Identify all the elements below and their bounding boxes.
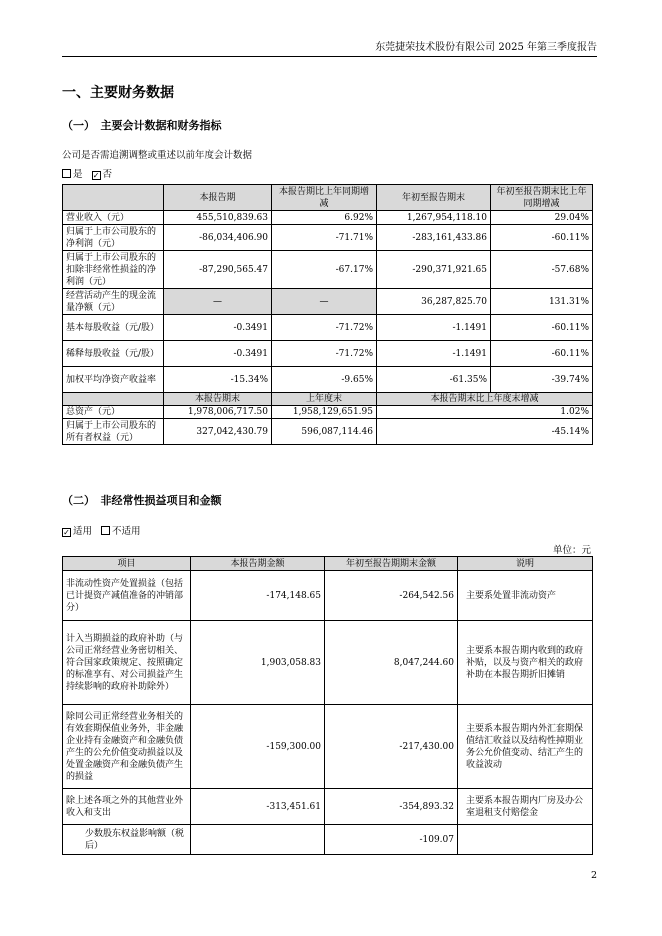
description-cell: 主要系本报告期内外汇套期保值结汇收益以及结构性掉期业务公允价值变动、结汇产生的收益波动 [458, 705, 593, 789]
data-cell: 131.31% [491, 289, 593, 315]
unchecked-box-icon [62, 169, 71, 178]
row-label: 非流动性资产处置损益（包括已计提资产减值准备的冲销部分） [63, 571, 191, 621]
header-item: 项目 [63, 557, 191, 571]
description-cell: 主要系本报告期内收到的政府补贴，以及与资产相关的政府补助在本报告期折旧摊销 [458, 621, 593, 705]
data-cell: 1,958,129,651.95 [272, 406, 377, 419]
table-row [63, 406, 593, 419]
header-ytd-yoy: 年初至报告期末比上年同期增减 [491, 185, 593, 211]
row-label: 计入当期损益的政府补助（与公司正常经营业务密切相关、符合国家政策规定、按照确定的标准享有、对公司损益产生持续影响的政府补助除外） [63, 621, 191, 705]
checked-box-icon: ✓ [92, 171, 100, 180]
data-cell: 36,287,825.70 [377, 289, 491, 315]
data-cell: -9.65% [272, 367, 377, 393]
section-title: 一、主要财务数据 [62, 85, 174, 101]
data-cell: 1,978,006,717.50 [164, 406, 272, 419]
data-cell: -283,161,433.86 [377, 225, 491, 251]
table-row [63, 315, 593, 341]
description-cell: 主要系处置非流动资产 [458, 571, 593, 621]
page-header: 东莞捷荣技术股份有限公司 2025 年第三季度报告 [62, 38, 597, 57]
data-cell: 596,087,114.46 [272, 419, 377, 445]
data-cell: -1.1491 [377, 341, 491, 367]
table-row [63, 289, 593, 315]
data-cell: 1,267,954,118.10 [377, 211, 491, 225]
data-cell: -71.71% [272, 225, 377, 251]
data-cell: -217,430.00 [325, 705, 458, 789]
table-row [63, 211, 593, 225]
applicable-options: ✓ 适用 不适用 [63, 526, 141, 537]
header-change: 本报告期末比上年度末增减 [377, 393, 593, 406]
header-current-yoy: 本报告期比上年同期增减 [272, 185, 377, 211]
table-row [63, 705, 593, 789]
main-financial-data-table [62, 184, 593, 445]
row-label: 归属于上市公司股东的净利润（元） [63, 225, 164, 251]
header-description: 说明 [458, 557, 593, 571]
data-cell: — [272, 289, 377, 315]
data-cell: -0.3491 [164, 315, 272, 341]
checked-box-icon: ✓ [63, 528, 70, 537]
header-period-end: 本报告期末 [164, 393, 272, 406]
data-cell: -159,300.00 [191, 705, 325, 789]
data-cell: 1.02% [377, 406, 593, 419]
data-cell: -60.11% [491, 315, 593, 341]
row-label: 除上述各项之外的其他营业外收入和支出 [63, 789, 191, 825]
row-label: 加权平均净资产收益率 [63, 367, 164, 393]
row-label: 除同公司正常经营业务相关的有效套期保值业务外，非金融企业持有金融资产和金融负债产生的公允价值变动损益以及处置金融资产和金融负债产生的损益 [63, 705, 191, 789]
data-cell: -87,290,565.47 [164, 251, 272, 289]
data-cell: -0.3491 [164, 341, 272, 367]
table-row [63, 225, 593, 251]
data-cell [191, 825, 325, 855]
data-cell: -67.17% [272, 251, 377, 289]
header-ytd-amount: 年初至报告期期末金额 [325, 557, 458, 571]
subsection-title-1: （一） 主要会计数据和财务指标 [62, 119, 222, 132]
header-current-period: 本报告期 [164, 185, 272, 211]
table-row [63, 571, 593, 621]
data-cell: 8,047,244.60 [325, 621, 458, 705]
data-cell: -86,034,406.90 [164, 225, 272, 251]
restate-options: 是 ✓ 否 [62, 166, 112, 180]
table-row [63, 621, 593, 705]
row-label: 总资产（元） [63, 406, 164, 419]
table-row [63, 825, 593, 855]
data-cell: -60.11% [491, 225, 593, 251]
data-cell: 1,903,058.83 [191, 621, 325, 705]
row-label: 归属于上市公司股东的扣除非经常性损益的净利润（元） [63, 251, 164, 289]
table-row [63, 341, 593, 367]
data-cell: -264,542.56 [325, 571, 458, 621]
unit-label: 单位：元 [552, 545, 591, 556]
data-cell: -174,148.65 [191, 571, 325, 621]
row-label: 基本每股收益（元/股） [63, 315, 164, 341]
data-cell: -39.74% [491, 367, 593, 393]
data-cell: -60.11% [491, 341, 593, 367]
row-label: 归属于上市公司股东的所有者权益（元） [63, 419, 164, 445]
data-cell: -109.07 [325, 825, 458, 855]
table-subheader-row [63, 393, 593, 406]
row-label: 少数股东权益影响额（税后） [63, 825, 191, 855]
data-cell: -15.34% [164, 367, 272, 393]
non-recurring-items-table [62, 556, 593, 855]
table-row [63, 419, 593, 445]
data-cell: -1.1491 [377, 315, 491, 341]
header-prior-year-end: 上年度末 [272, 393, 377, 406]
description-cell [458, 825, 593, 855]
row-label: 经营活动产生的现金流量净额（元） [63, 289, 164, 315]
data-cell: -354,893.32 [325, 789, 458, 825]
header-current-amount: 本报告期金额 [191, 557, 325, 571]
data-cell: -71.72% [272, 341, 377, 367]
data-cell: 6.92% [272, 211, 377, 225]
row-label: 稀释每股收益（元/股） [63, 341, 164, 367]
table-row [63, 789, 593, 825]
subsection-title-2: （二） 非经常性损益项目和金额 [62, 494, 222, 507]
data-cell: 327,042,430.79 [164, 419, 272, 445]
header-ytd: 年初至报告期末 [377, 185, 491, 211]
data-cell: — [164, 289, 272, 315]
data-cell: 455,510,839.63 [164, 211, 272, 225]
header-empty [63, 185, 164, 211]
table-row [63, 367, 593, 393]
data-cell: -57.68% [491, 251, 593, 289]
data-cell: -61.35% [377, 367, 491, 393]
data-cell: -313,451.61 [191, 789, 325, 825]
data-cell: -45.14% [377, 419, 593, 445]
table-row [63, 251, 593, 289]
row-label: 营业收入（元） [63, 211, 164, 225]
unchecked-box-icon [101, 526, 110, 535]
description-cell: 主要系本报告期内厂房及办公室退租支付赔偿金 [458, 789, 593, 825]
page-number: 2 [590, 870, 597, 881]
subheader-empty [63, 393, 164, 406]
data-cell: -71.72% [272, 315, 377, 341]
restate-question: 公司是否需追溯调整或重述以前年度会计数据 [62, 150, 253, 161]
data-cell: -290,371,921.65 [377, 251, 491, 289]
data-cell: 29.04% [491, 211, 593, 225]
